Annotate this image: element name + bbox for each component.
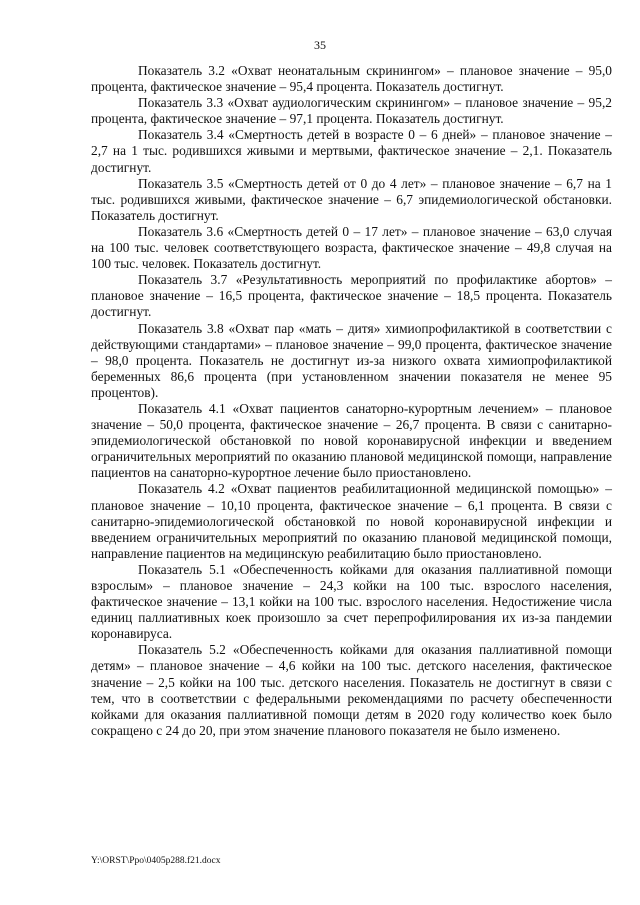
paragraph-indicator-4-2: Показатель 4.2 «Охват пациентов реабилитационной медицинской помощью» – плановое значение – 10,10 процента, фактическое значение – 6,1 процента. В связи с санитарно-эпидемиологической обстановкой по новой коронавирусной инфекции и введением ограничительных мероприятий по оказанию плановой медицинской помощи, направление пациентов на медицинскую реабилитацию было приостановлено.: [91, 481, 612, 561]
paragraph-indicator-3-6: Показатель 3.6 «Смертность детей 0 – 17 лет» – плановое значение – 63,0 случая на 100 тыс. человек соответствующего возраста, фактическое значение – 49,8 случая на 100 тыс. человек. Показатель достигнут.: [91, 223, 612, 272]
page-number: 35: [314, 38, 326, 52]
paragraph-indicator-3-8: Показатель 3.8 «Охват пар «мать – дитя» химиопрофилактикой в соответствии с действующими стандартами» – плановое значение – 99,0 процента, фактическое значение – 98,0 процента. Показатель не достигнут из-за низкого охвата химиопрофилактикой беременных 86,6 процента (при установленном значении показателя не менее 95 процентов).: [91, 320, 612, 400]
paragraph-indicator-4-1: Показатель 4.1 «Охват пациентов санаторно-курортным лечением» – плановое значение – 50,0 процента, фактическое значение – 26,7 процента. В связи с санитарно-эпидемиологической обстановкой по новой коронавирусной инфекции и введением ограничительных мероприятий по оказанию плановой медицинской помощи, направление пациентов на санаторно-курортное лечение было приостановлено.: [91, 400, 612, 481]
paragraph-indicator-3-7: Показатель 3.7 «Результативность мероприятий по профилактике абортов» – плановое значение – 16,5 процента, фактическое значение – 18,5 процента. Показатель достигнут.: [91, 272, 612, 320]
document-body: [91, 63, 612, 739]
footer-file-path: Y:\ORST\Ppo\0405p288.f21.docx: [91, 856, 221, 866]
paragraph-indicator-3-3: Показатель 3.3 «Охват аудиологическим скринингом» – плановое значение – 95,2 процента, фактическое значение – 97,1 процента. Показатель достигнут.: [91, 95, 612, 127]
paragraph-indicator-3-4: Показатель 3.4 «Смертность детей в возрасте 0 – 6 дней» – плановое значение – 2,7 на 1 тыс. родившихся живыми и мертвыми, фактическое значение – 2,1. Показатель достигнут.: [91, 127, 612, 175]
paragraph-indicator-3-5: Показатель 3.5 «Смертность детей от 0 до 4 лет» – плановое значение – 6,7 на 1 тыс. родившихся живыми, фактическое значение – 6,7 эпидемиологической обстановки. Показатель достигнут.: [91, 175, 612, 223]
paragraph-indicator-3-2: Показатель 3.2 «Охват неонатальным скринингом» – плановое значение – 95,0 процента, фактическое значение – 95,4 процента. Показатель достигнут.: [91, 63, 612, 95]
paragraph-indicator-5-1: Показатель 5.1 «Обеспеченность койками для оказания паллиативной помощи взрослым» – плановое значение – 24,3 койки на 100 тыс. взрослого населения, фактическое значение – 13,1 койки на 100 тыс. взрослого населения. Недостижение числа единиц паллиативных коек произошло за счет перепрофилирования их из-за пандемии коронавируса.: [91, 561, 612, 642]
paragraph-indicator-5-2: Показатель 5.2 «Обеспеченность койками для оказания паллиативной помощи детям» – плановое значение – 4,6 койки на 100 тыс. детского населения, фактическое значение – 2,5 койки на 100 тыс. детского населения. Показатель не достигнут в связи с тем, что в соответствии с федеральными рекомендациями по расчету обеспеченности койками для оказания паллиативной помощи детям в 2020 году количество коек было сокращено с 24 до 20, при этом значение планового показателя не было изменено.: [91, 642, 612, 738]
